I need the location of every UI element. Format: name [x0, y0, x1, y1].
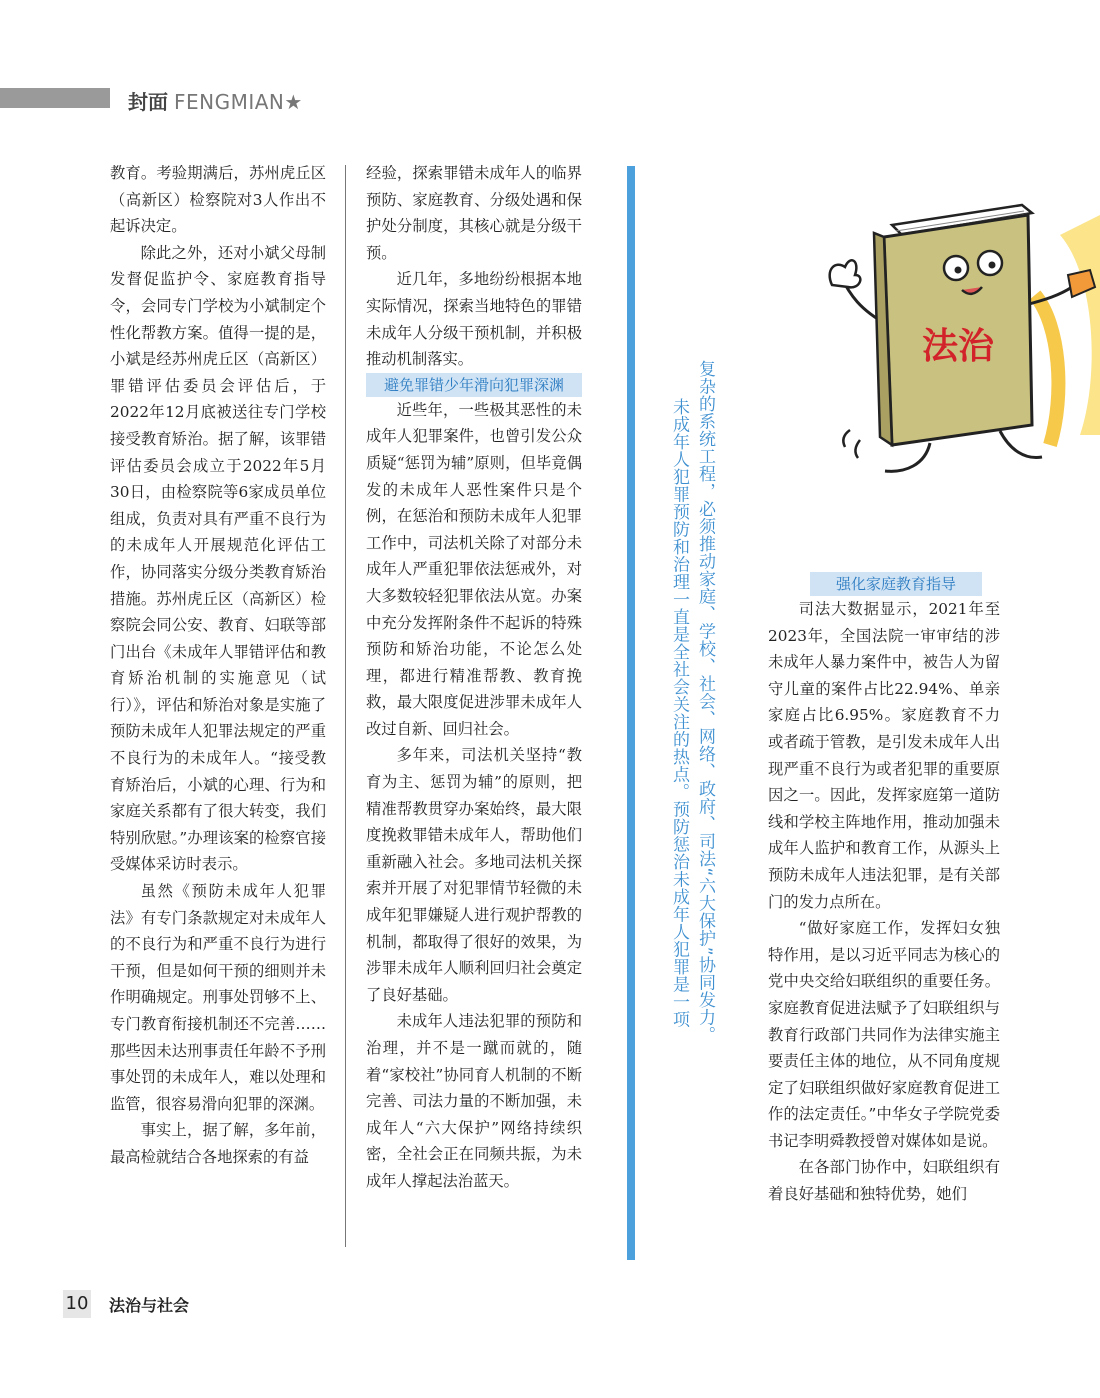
pullquote-line-1: 未成年人犯罪预防和治理一直是全社会关注的热点。预防惩治未成年人犯罪是一项: [669, 398, 689, 1028]
paragraph: 教育。考验期满后，苏州虎丘区（高新区）检察院对3人作出不起诉决定。: [110, 164, 326, 236]
right-arm: [1025, 287, 1072, 305]
left-leg: [885, 443, 930, 471]
law-book-illustration: [810, 175, 1100, 475]
section-name-en: FENGMIAN: [174, 90, 285, 114]
paragraph: 除此之外，还对小斌父母制发督促监护令、家庭教育指导令，会同专门学校为小斌制定个性化帮教方案。值得一提的是，小斌是经苏州虎丘区（高新区）罪错评估委员会评估后，于2022年12月底被送往专门学校接受教育矫治。据了解，该罪错评估委员会成立于2022年5月30日，由检察院等6家成员单位组成，负责对具有严重不良行为的未成年人开展规范化评估工作，协同落实分级分类教育矫治措施。苏州虎丘区（高新区）检察院会同公安、教育、妇联等部门出台《未成年人罪错评估和教育矫治机制的实施意见（试行）》，评估和矫治对象是实施了预防未成年人犯罪法规定的严重不良行为的未成年人。“接受教育矫治后，小斌的心理、行为和家庭关系都有了很大转变，我们特别欣慰。”办理该案的检察官接受媒体采访时表示。: [110, 243, 326, 874]
right-pupil: [989, 262, 996, 269]
subheading: 强化家庭教育指导: [810, 572, 982, 596]
left-hand: [830, 260, 861, 287]
motion-lines: [843, 430, 860, 458]
paragraph: “做好家庭工作，发挥妇女独特作用，是以习近平同志为核心的党中央交给妇联组织的重要任务。家庭教育促进法赋予了妇联组织与教育行政部门共同作为法律实施主要责任主体的地位，从不同角度规定了妇联组织做好家庭教育促进工作的法定责任。”中华女子学院党委书记李明舜教授曾对媒体如是说。: [768, 919, 1000, 1150]
header-bar: [0, 88, 110, 108]
paragraph: 在各部门协作中，妇联组织有着良好基础和独特优势，她们: [768, 1158, 1000, 1204]
right-leg: [1000, 431, 1042, 458]
background-swoosh: [1060, 215, 1100, 435]
paragraph: 多年来，司法机关坚持“教育为主、惩罚为辅”的原则，把精准帮教贯穿办案始终，最大限度挽救罪错未成年人，帮助他们重新融入社会。多地司法机关探索并开展了对犯罪情节轻微的未成年犯罪嫌疑人进行观护帮教的机制，都取得了很好的效果，为涉罪未成年人顺利回归社会奠定了良好基础。: [366, 746, 582, 1004]
column-divider: [345, 165, 346, 1247]
section-header: [128, 86, 303, 115]
star-icon: ★: [284, 90, 303, 114]
paragraph: 未成年人违法犯罪的预防和治理，并不是一蹴而就的，随着“家校社”协同育人机制的不断完善、司法力量的不断加强，未成年人“六大保护”网络持续织密，全社会正在同频共振，为未成年人撑起法治蓝天。: [366, 1012, 582, 1190]
background-arc: [1035, 295, 1058, 445]
section-name: 封面: [128, 90, 168, 114]
text-column-1: [110, 160, 326, 1171]
text-column-3: [768, 572, 1000, 1208]
paragraph: 近些年，一些极其恶性的未成年人犯罪案件，也曾引发公众质疑“惩罚为辅”原则，但毕竟偶发的未成年人恶性案件只是个例，在惩治和预防未成年人犯罪工作中，司法机关除了对部分未成年人严重犯罪依法惩戒外，对大多数较轻犯罪依法从宽。办案中充分发挥附条件不起诉的特殊预防和矫治功能，不论怎么处理，都进行精准帮教、教育挽救，最大限度促进涉罪未成年人改过自新、回归社会。: [366, 400, 582, 738]
pullquote-line-2: 复杂的系统工程，必须推动家庭、学校、社会、网络、政府、司法“六大保护”协同发力。: [695, 360, 715, 1044]
pullquote-bar: [627, 166, 635, 1260]
magazine-title: 法治与社会: [109, 1296, 190, 1315]
paragraph: 近几年，多地纷纷根据本地实际情况，探索当地特色的罪错未成年人分级干预机制，并积极推动机制落实。: [366, 270, 582, 369]
page-number: 10: [63, 1290, 91, 1318]
book-label: 法治: [921, 326, 995, 367]
paragraph: 经验，探索罪错未成年人的临界预防、家庭教育、分级处遇和保护处分制度，其核心就是分级干预。: [366, 164, 582, 262]
subheading: 避免罪错少年滑向犯罪深渊: [366, 373, 582, 397]
paragraph: 虽然《预防未成年人犯罪法》有专门条款规定对未成年人的不良行为和严重不良行为进行干预，但是如何干预的细则并未作明确规定。刑事处罚够不上、专门教育衔接机制还不完善……那些因未达刑事责任年龄不予刑事处罚的未成年人，难以处理和监管，很容易滑向犯罪的深渊。: [110, 882, 326, 1113]
text-column-2: [366, 160, 582, 1195]
left-pupil: [955, 267, 962, 274]
paragraph: 事实上，据了解，多年前，最高检就结合各地探索的有益: [110, 1121, 326, 1166]
paragraph: 司法大数据显示，2021年至2023年，全国法院一审审结的涉未成年人暴力案件中，被告人为留守儿童的案件占比22.94%、单亲家庭占比6.95%。家庭教育不力或者疏于管教，是引发未成年人出现严重不良行为或者犯罪的重要原因之一。因此，发挥家庭第一道防线和学校主阵地作用，推动加强未成年人监护和教育工作，从源头上预防未成年人违法犯罪，是有关部门的发力点所在。: [768, 600, 1000, 911]
